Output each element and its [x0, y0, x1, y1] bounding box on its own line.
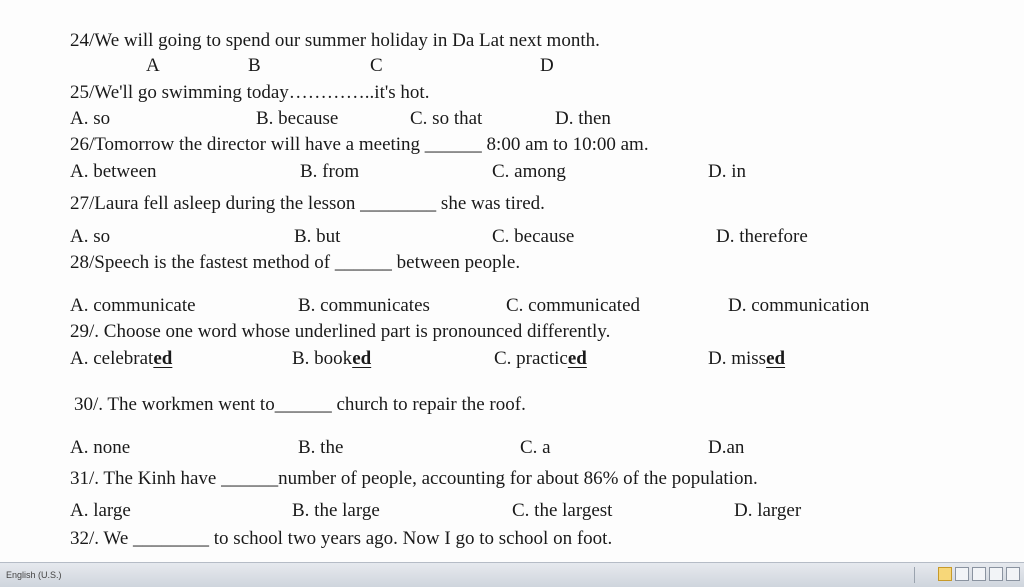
option-27b: B. but: [294, 226, 341, 247]
option-31a: A. large: [70, 500, 131, 521]
option-26b: B. from: [300, 161, 360, 182]
option-25d: D. then: [555, 108, 611, 129]
question-26: 26/Tomorrow the director will have a meeting ______ 8:00 am to 10:00 am.: [70, 134, 649, 155]
option-27c: C. because: [492, 226, 575, 247]
option-31d: D. larger: [734, 500, 802, 521]
option-26c: C. among: [492, 161, 566, 182]
option-25b: B. because: [256, 108, 339, 129]
question-27: 27/Laura fell asleep during the lesson ________ she was tired.: [70, 193, 545, 214]
option-27d: D. therefore: [716, 226, 808, 247]
option-31b: B. the large: [292, 500, 380, 521]
question-24: 24/We will going to spend our summer holiday in Da Lat next month.: [70, 30, 600, 51]
option-25c: C. so that: [410, 108, 483, 129]
option-29a: [70, 348, 172, 370]
option-30b: B. the: [298, 437, 344, 458]
question-25: 25/We'll go swimming today…………..it's hot.: [70, 82, 430, 103]
option-29a-stem: A. celebrat: [70, 348, 154, 369]
option-29b-underlined: ed: [352, 348, 372, 369]
marker-d: D: [540, 55, 554, 76]
option-29b: [292, 348, 371, 370]
option-28b: B. communicates: [298, 295, 430, 316]
question-29: 29/. Choose one word whose underlined part is pronounced differently.: [70, 321, 611, 342]
option-27a: A. so: [70, 226, 111, 247]
print-layout-view-icon[interactable]: [938, 567, 952, 581]
status-language[interactable]: English (U.S.): [6, 570, 62, 580]
option-25a: A. so: [70, 108, 111, 129]
marker-c: C: [370, 55, 383, 76]
question-28: 28/Speech is the fastest method of ______ between people.: [70, 252, 521, 273]
option-30d: D.an: [708, 437, 745, 458]
outline-view-icon[interactable]: [989, 567, 1003, 581]
option-29b-stem: B. book: [292, 348, 353, 369]
option-29c: [494, 348, 587, 370]
option-29d-underlined: ed: [766, 348, 786, 369]
option-29a-underlined: ed: [153, 348, 173, 369]
option-28d: D. communication: [728, 295, 870, 316]
status-bar: [0, 562, 1024, 587]
option-28c: C. communicated: [506, 295, 641, 316]
full-screen-view-icon[interactable]: [955, 567, 969, 581]
marker-b: B: [248, 55, 261, 76]
option-28a: A. communicate: [70, 295, 196, 316]
draft-view-icon[interactable]: [1006, 567, 1020, 581]
option-29c-stem: C. practic: [494, 348, 568, 369]
view-buttons: [938, 567, 1020, 581]
option-26a: A. between: [70, 161, 157, 182]
option-31c: C. the largest: [512, 500, 613, 521]
web-layout-view-icon[interactable]: [972, 567, 986, 581]
marker-a: A: [146, 55, 160, 76]
option-29d-stem: D. miss: [708, 348, 767, 369]
question-32: 32/. We ________ to school two years ago. Now I go to school on foot.: [70, 528, 613, 549]
option-29c-underlined: ed: [567, 348, 587, 369]
question-31: 31/. The Kinh have ______number of people, accounting for about 86% of the population.: [70, 468, 758, 489]
option-29d: [708, 348, 785, 370]
question-30: 30/. The workmen went to______ church to repair the roof.: [74, 394, 526, 415]
option-30c: C. a: [520, 437, 551, 458]
option-30a: A. none: [70, 437, 131, 458]
status-divider: [914, 567, 915, 583]
option-26d: D. in: [708, 161, 746, 182]
